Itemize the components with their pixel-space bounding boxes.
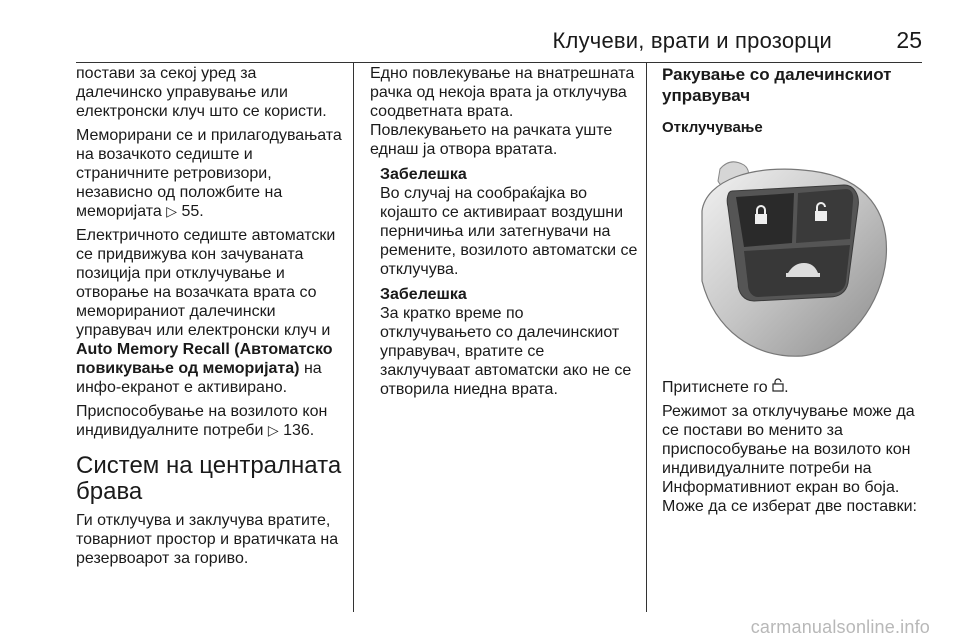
- page-header: [0, 22, 960, 62]
- header-rule: [76, 62, 922, 63]
- watermark: carmanualsonline.info: [750, 617, 930, 637]
- paragraph: Приспособување на возилото кон индивидуалните потреби ▷ 136.: [76, 403, 328, 439]
- note-text: Во случај на сообраќајка во којашто се активираат воздушни перничиња или затегнувачи на ремените, возилото автоматски се отклучува.: [380, 185, 638, 278]
- section-heading: Систем на централната брава: [76, 452, 342, 505]
- column-1: [76, 64, 344, 573]
- note-heading: Забелешка: [380, 166, 467, 183]
- paragraph: Повлекувањето на рачката уште еднаш ја отвора вратата.: [370, 122, 613, 158]
- paragraph: Електричното седиште автоматски се придвижува кон зачуваната позиција при отклучување и отворање на возачката врата со меморираниот далечински управувач или електронски клуч и Auto Memory Recall (Автоматско повикување од меморијата) на инфо-екранот е активирано.: [76, 227, 336, 396]
- paragraph: Притиснете го .: [662, 379, 789, 396]
- chapter-title: Клучеви, врати и прозорци: [552, 28, 832, 53]
- section-heading: Ракување со далечинскиот управувач: [662, 65, 892, 105]
- paragraph: Меморирани се и прилагодувањата на возачкото седиште и страничните ретровизори, независно од положбите на меморијата ▷ 55.: [76, 127, 342, 220]
- column-2: [370, 64, 638, 404]
- remote-key-illustration: [662, 151, 914, 361]
- note-box: [380, 165, 638, 399]
- page-reference[interactable]: 136.: [283, 422, 315, 439]
- column-3: [662, 64, 930, 521]
- paragraph: Едно повлекување на внатрешната рачка од некоја врата ја отклучува соодветната врата.: [370, 65, 635, 120]
- page-number: 25: [896, 27, 922, 53]
- page-reference[interactable]: 55.: [181, 203, 204, 220]
- column-divider-1: [353, 62, 354, 612]
- arrow-right-icon: ▷: [267, 422, 279, 438]
- subsection-heading: Отклучување: [662, 119, 763, 136]
- paragraph: Ги отклучува и заклучува вратите, товарниот простор и вратичката на резервоарот за гориво.: [76, 512, 339, 567]
- menu-item-reference: Auto Memory Recall (Автоматско повикување од меморијата): [76, 341, 333, 377]
- unlock-icon: [772, 378, 784, 392]
- paragraph: постави за секој уред за далечинско управување или електронски клуч што се користи.: [76, 65, 327, 120]
- arrow-right-icon: ▷: [166, 203, 178, 219]
- note-text: За кратко време по отклучувањето со далечинскиот управувач, вратите се заклучуваат автоматски ако не се отворила ниедна врата.: [380, 305, 632, 398]
- column-divider-2: [646, 62, 647, 612]
- note-heading: Забелешка: [380, 286, 467, 303]
- paragraph: Режимот за отклучување може да се постави во менито за приспособување на возилото кон индивидуалните потреби на Информативниот екран во боја. Може да се изберат две поставки:: [662, 403, 917, 515]
